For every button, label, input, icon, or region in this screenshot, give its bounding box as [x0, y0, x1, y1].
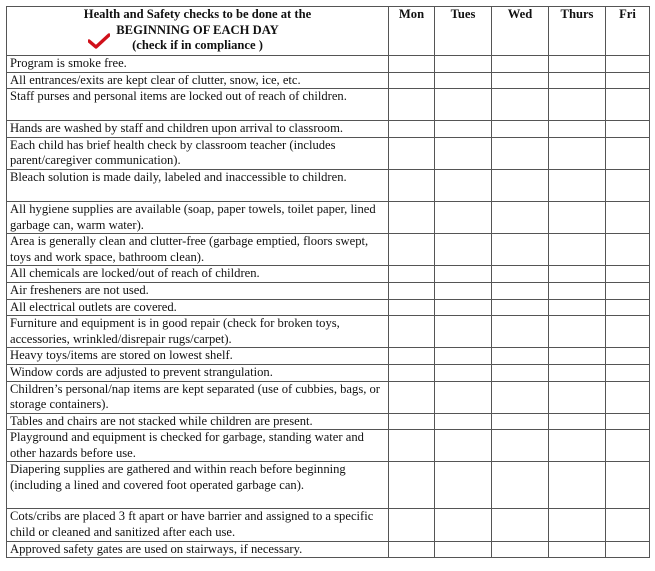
- compliance-cell-wed[interactable]: [492, 201, 549, 233]
- compliance-cell-thurs[interactable]: [549, 72, 606, 89]
- compliance-cell-wed[interactable]: [492, 348, 549, 365]
- compliance-cell-thurs[interactable]: [549, 56, 606, 73]
- compliance-cell-tues[interactable]: [435, 72, 492, 89]
- checklist-item-text: Heavy toys/items are stored on lowest shelf.: [7, 348, 389, 365]
- compliance-cell-wed[interactable]: [492, 462, 549, 509]
- compliance-cell-mon[interactable]: [389, 266, 435, 283]
- compliance-cell-tues[interactable]: [435, 201, 492, 233]
- checklist-title: [7, 7, 389, 56]
- compliance-cell-mon[interactable]: [389, 121, 435, 138]
- compliance-cell-thurs[interactable]: [549, 541, 606, 558]
- compliance-cell-thurs[interactable]: [549, 364, 606, 381]
- compliance-cell-mon[interactable]: [389, 316, 435, 348]
- compliance-cell-mon[interactable]: [389, 72, 435, 89]
- checklist-item-text: All hygiene supplies are available (soap, paper towels, toilet paper, lined garbage can, warm water).: [7, 201, 389, 233]
- compliance-cell-fri[interactable]: [606, 364, 650, 381]
- checklist-item-text: Hands are washed by staff and children upon arrival to classroom.: [7, 121, 389, 138]
- compliance-cell-thurs[interactable]: [549, 413, 606, 430]
- compliance-cell-tues[interactable]: [435, 413, 492, 430]
- checklist-item-text: All chemicals are locked/out of reach of children.: [7, 266, 389, 283]
- checklist-row: [7, 541, 650, 558]
- compliance-cell-wed[interactable]: [492, 72, 549, 89]
- compliance-cell-tues[interactable]: [435, 121, 492, 138]
- compliance-cell-mon[interactable]: [389, 348, 435, 365]
- compliance-cell-thurs[interactable]: [549, 348, 606, 365]
- checklist-row: [7, 56, 650, 73]
- checklist-row: [7, 364, 650, 381]
- compliance-cell-tues[interactable]: [435, 430, 492, 462]
- compliance-cell-thurs[interactable]: [549, 430, 606, 462]
- compliance-cell-wed[interactable]: [492, 413, 549, 430]
- title-line-3: (check if in compliance ): [132, 38, 263, 53]
- compliance-cell-mon[interactable]: [389, 234, 435, 266]
- checklist-row: [7, 137, 650, 169]
- day-header-fri: Fri: [606, 7, 650, 56]
- compliance-cell-wed[interactable]: [492, 509, 549, 541]
- day-header-tues: Tues: [435, 7, 492, 56]
- compliance-cell-tues[interactable]: [435, 234, 492, 266]
- checklist-row: [7, 430, 650, 462]
- checklist-row: [7, 169, 650, 201]
- compliance-cell-mon[interactable]: [389, 430, 435, 462]
- day-header-mon: Mon: [389, 7, 435, 56]
- compliance-cell-fri[interactable]: [606, 282, 650, 299]
- compliance-cell-fri[interactable]: [606, 72, 650, 89]
- title-line-1: Health and Safety checks to be done at the: [83, 7, 312, 21]
- compliance-cell-thurs[interactable]: [549, 381, 606, 413]
- checklist-row: [7, 72, 650, 89]
- compliance-cell-thurs[interactable]: [549, 201, 606, 233]
- checklist-item-text: Staff purses and personal items are locked out of reach of children.: [7, 89, 389, 121]
- checklist-item-text: Bleach solution is made daily, labeled and inaccessible to children.: [7, 169, 389, 201]
- compliance-cell-fri[interactable]: [606, 299, 650, 316]
- checklist-row: [7, 462, 650, 509]
- compliance-cell-mon[interactable]: [389, 282, 435, 299]
- compliance-cell-mon[interactable]: [389, 381, 435, 413]
- compliance-cell-tues[interactable]: [435, 282, 492, 299]
- compliance-cell-mon[interactable]: [389, 509, 435, 541]
- compliance-cell-mon[interactable]: [389, 364, 435, 381]
- compliance-cell-thurs[interactable]: [549, 299, 606, 316]
- compliance-cell-wed[interactable]: [492, 121, 549, 138]
- compliance-cell-fri[interactable]: [606, 348, 650, 365]
- checklist-item-text: Air fresheners are not used.: [7, 282, 389, 299]
- compliance-cell-mon[interactable]: [389, 201, 435, 233]
- checklist-item-text: Furniture and equipment is in good repair (check for broken toys, accessories, wrinkled/disrepair rugs/carpet).: [7, 316, 389, 348]
- compliance-cell-fri[interactable]: [606, 430, 650, 462]
- compliance-cell-fri[interactable]: [606, 413, 650, 430]
- compliance-cell-fri[interactable]: [606, 56, 650, 73]
- checklist-row: [7, 348, 650, 365]
- compliance-cell-wed[interactable]: [492, 89, 549, 121]
- compliance-cell-thurs[interactable]: [549, 316, 606, 348]
- compliance-cell-fri[interactable]: [606, 381, 650, 413]
- compliance-cell-wed[interactable]: [492, 316, 549, 348]
- checklist-item-text: Window cords are adjusted to prevent strangulation.: [7, 364, 389, 381]
- header-row: [7, 7, 650, 56]
- compliance-cell-tues[interactable]: [435, 169, 492, 201]
- compliance-cell-fri[interactable]: [606, 462, 650, 509]
- checklist-item-text: Playground and equipment is checked for garbage, standing water and other hazards before use.: [7, 430, 389, 462]
- checklist-row: [7, 234, 650, 266]
- compliance-cell-mon[interactable]: [389, 413, 435, 430]
- compliance-cell-wed[interactable]: [492, 364, 549, 381]
- compliance-cell-wed[interactable]: [492, 234, 549, 266]
- compliance-cell-tues[interactable]: [435, 137, 492, 169]
- checklist-item-text: Approved safety gates are used on stairways, if necessary.: [7, 541, 389, 558]
- compliance-cell-thurs[interactable]: [549, 89, 606, 121]
- compliance-cell-fri[interactable]: [606, 509, 650, 541]
- compliance-cell-thurs[interactable]: [549, 169, 606, 201]
- checklist-row: [7, 201, 650, 233]
- compliance-cell-wed[interactable]: [492, 56, 549, 73]
- checklist-item-text: Cots/cribs are placed 3 ft apart or have barrier and assigned to a specific child or cleaned and sanitized after each use.: [7, 509, 389, 541]
- compliance-cell-thurs[interactable]: [549, 266, 606, 283]
- compliance-cell-fri[interactable]: [606, 121, 650, 138]
- checklist-item-text: Program is smoke free.: [7, 56, 389, 73]
- checklist-row: [7, 89, 650, 121]
- compliance-cell-wed[interactable]: [492, 430, 549, 462]
- checklist-item-text: Diapering supplies are gathered and within reach before beginning (including a lined and covered foot operated garbage can).: [7, 462, 389, 509]
- checklist-row: [7, 282, 650, 299]
- checklist-row: [7, 266, 650, 283]
- compliance-cell-tues[interactable]: [435, 541, 492, 558]
- compliance-cell-wed[interactable]: [492, 137, 549, 169]
- checklist-item-text: Tables and chairs are not stacked while children are present.: [7, 413, 389, 430]
- compliance-cell-mon[interactable]: [389, 462, 435, 509]
- day-header-thurs: Thurs: [549, 7, 606, 56]
- compliance-cell-mon[interactable]: [389, 89, 435, 121]
- compliance-cell-tues[interactable]: [435, 509, 492, 541]
- compliance-cell-mon[interactable]: [389, 299, 435, 316]
- compliance-cell-fri[interactable]: [606, 169, 650, 201]
- checklist-item-text: Each child has brief health check by classroom teacher (includes parent/caregiver communication).: [7, 137, 389, 169]
- compliance-cell-thurs[interactable]: [549, 509, 606, 541]
- checklist-row: [7, 121, 650, 138]
- compliance-cell-wed[interactable]: [492, 266, 549, 283]
- checklist-item-text: Children’s personal/nap items are kept separated (use of cubbies, bags, or storage containers).: [7, 381, 389, 413]
- compliance-cell-tues[interactable]: [435, 348, 492, 365]
- compliance-cell-tues[interactable]: [435, 316, 492, 348]
- compliance-cell-thurs[interactable]: [549, 121, 606, 138]
- compliance-cell-fri[interactable]: [606, 266, 650, 283]
- compliance-cell-fri[interactable]: [606, 137, 650, 169]
- compliance-cell-wed[interactable]: [492, 541, 549, 558]
- compliance-cell-fri[interactable]: [606, 234, 650, 266]
- checklist-row: [7, 509, 650, 541]
- compliance-cell-thurs[interactable]: [549, 234, 606, 266]
- compliance-cell-tues[interactable]: [435, 381, 492, 413]
- checklist-row: [7, 381, 650, 413]
- compliance-cell-fri[interactable]: [606, 316, 650, 348]
- compliance-cell-fri[interactable]: [606, 89, 650, 121]
- compliance-cell-thurs[interactable]: [549, 137, 606, 169]
- checklist-item-text: All entrances/exits are kept clear of clutter, snow, ice, etc.: [7, 72, 389, 89]
- compliance-cell-thurs[interactable]: [549, 462, 606, 509]
- compliance-cell-wed[interactable]: [492, 282, 549, 299]
- health-safety-checklist-table: [6, 6, 650, 558]
- compliance-cell-mon[interactable]: [389, 169, 435, 201]
- checklist-row: [7, 413, 650, 430]
- compliance-cell-tues[interactable]: [435, 364, 492, 381]
- day-header-wed: Wed: [492, 7, 549, 56]
- compliance-cell-wed[interactable]: [492, 169, 549, 201]
- compliance-cell-tues[interactable]: [435, 266, 492, 283]
- red-checkmark-icon: [88, 33, 110, 49]
- title-line-2: BEGINNING OF EACH DAY: [116, 22, 279, 37]
- compliance-cell-tues[interactable]: [435, 299, 492, 316]
- checklist-item-text: Area is generally clean and clutter-free (garbage emptied, floors swept, toys and work space, bathroom clean).: [7, 234, 389, 266]
- compliance-cell-wed[interactable]: [492, 299, 549, 316]
- checklist-row: [7, 299, 650, 316]
- compliance-cell-tues[interactable]: [435, 89, 492, 121]
- compliance-cell-mon[interactable]: [389, 541, 435, 558]
- compliance-cell-fri[interactable]: [606, 201, 650, 233]
- compliance-cell-tues[interactable]: [435, 462, 492, 509]
- checklist-row: [7, 316, 650, 348]
- checklist-item-text: All electrical outlets are covered.: [7, 299, 389, 316]
- compliance-cell-thurs[interactable]: [549, 282, 606, 299]
- compliance-cell-tues[interactable]: [435, 56, 492, 73]
- compliance-cell-wed[interactable]: [492, 381, 549, 413]
- compliance-cell-mon[interactable]: [389, 137, 435, 169]
- compliance-cell-fri[interactable]: [606, 541, 650, 558]
- compliance-cell-mon[interactable]: [389, 56, 435, 73]
